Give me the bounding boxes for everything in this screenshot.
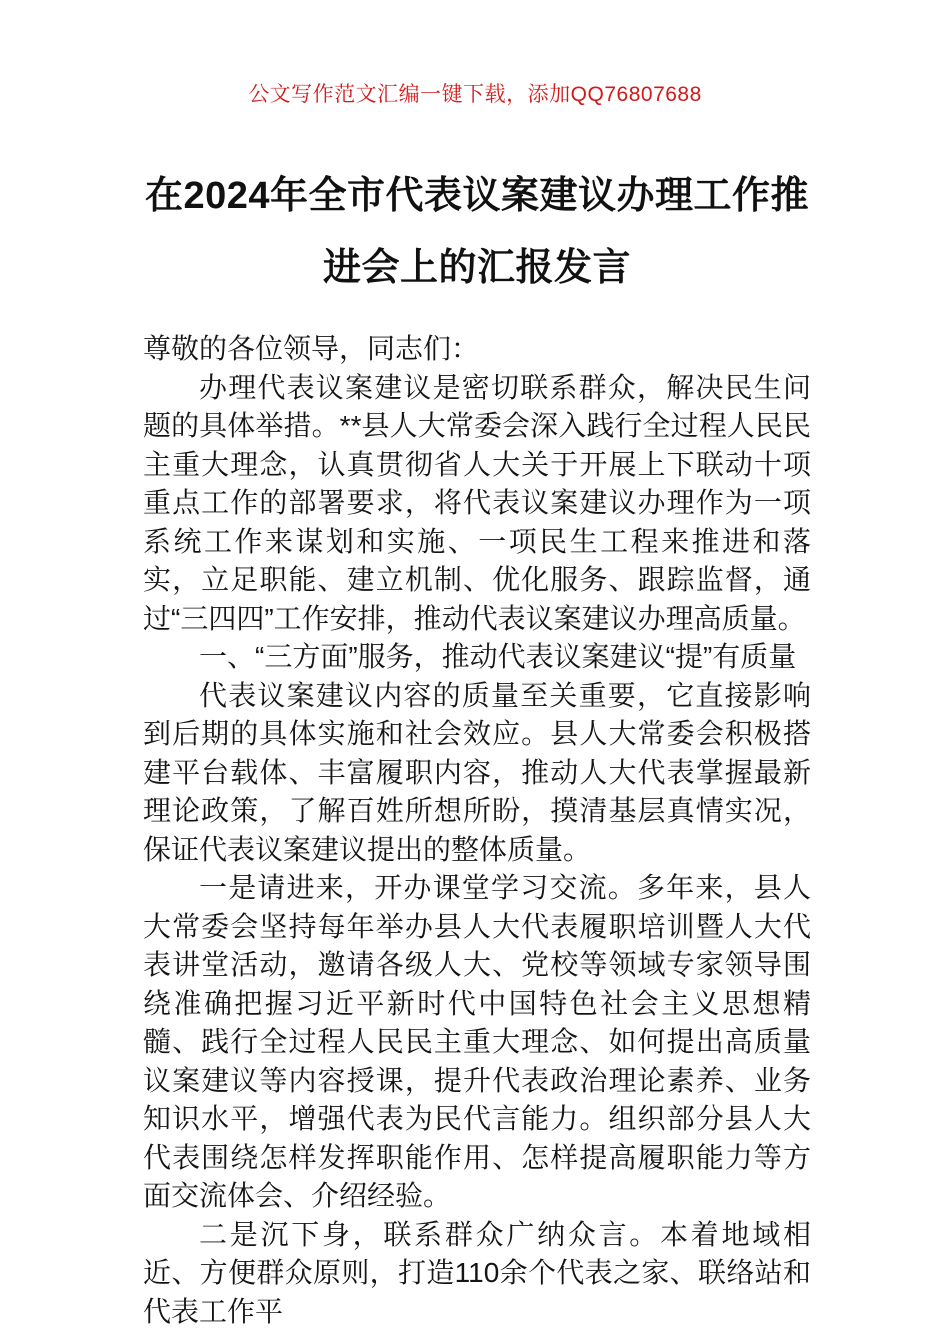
paragraph-section-one-intro: 代表议案建议内容的质量至关重要，它直接影响到后期的具体实施和社会效应。县人大常委会积极搭建平台载体、丰富履职内容，推动人大代表掌握最新理论政策，了解百姓所想所盼，摸清基层真情实况，保证代表议案建议提出的整体质量。	[143, 679, 811, 865]
paragraph-point-two: 二是沉下身，联系群众广纳众言。本着地域相近、方便群众原则，打造110余个代表之家、联络站和代表工作平	[143, 1218, 811, 1327]
page-title: 在2024年全市代表议案建议办理工作推进会上的汇报发言	[144, 175, 810, 289]
paragraph-opening: 办理代表议案建议是密切联系群众，解决民生问题的具体举措。**县人大常委会深入践行全过程人民民主重大理念，认真贯彻省人大关于开展上下联动十项重点工作的部署要求，将代表议案建议办理作为一项系统工作来谋划和实施、一项民生工程来推进和落实，立足职能、建立机制、优化服务、跟踪监督，通过“三四四”工作安排，推动代表议案建议办理高质量。	[143, 371, 811, 634]
section-heading-one: 一、“三方面”服务，推动代表议案建议“提”有质量	[199, 641, 797, 672]
promo-banner-text: 公文写作范文汇编一键下载，添加QQ76807688	[248, 83, 702, 106]
paragraph-point-one: 一是请进来，开办课堂学习交流。多年来，县人大常委会坚持每年举办县人大代表履职培训暨人大代表讲堂活动，邀请各级人大、党校等领域专家领导围绕准确把握习近平新时代中国特色社会主义思想精髓、践行全过程人民民主重大理念、如何提出高质量议案建议等内容授课，提升代表政治理论素养、业务知识水平，增强代表为民代言能力。组织部分县人大代表围绕怎样发挥职能作用、怎样提高履职能力等方面交流体会、介绍经验。	[143, 872, 811, 1211]
salutation-line: 尊敬的各位领导，同志们：	[143, 333, 480, 364]
document-content	[143, 160, 811, 1331]
